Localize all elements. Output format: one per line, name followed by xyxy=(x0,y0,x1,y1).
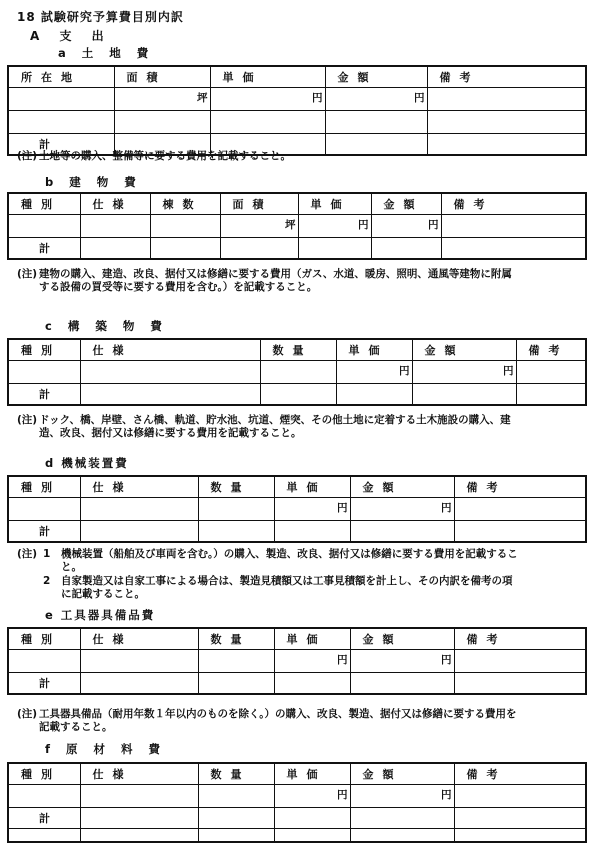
cell-area xyxy=(220,215,298,238)
header-location: 所在地 xyxy=(8,66,114,88)
section-d-title: d 機械装置費 xyxy=(45,456,129,470)
unit-yen: 円 xyxy=(503,365,514,377)
header-amount: 金額 xyxy=(325,66,427,88)
header-type: 種別 xyxy=(8,628,80,650)
total-label: 計 xyxy=(8,134,114,156)
header-spec: 仕様 xyxy=(80,193,150,215)
header-type: 種別 xyxy=(8,193,80,215)
header-spec: 仕様 xyxy=(80,628,198,650)
section-c-title: c 構 築 物 費 xyxy=(45,319,168,333)
cell-unit-price xyxy=(274,498,350,521)
unit-yen: 円 xyxy=(428,219,439,231)
cell-amount xyxy=(350,650,454,673)
cell-unit-price xyxy=(274,650,350,673)
total-label: 計 xyxy=(8,808,80,829)
total-label: 計 xyxy=(8,238,80,260)
materials-cost-table xyxy=(7,762,587,843)
header-unit-price: 単価 xyxy=(274,476,350,498)
header-area: 面積 xyxy=(220,193,298,215)
header-quantity: 数量 xyxy=(260,339,336,361)
header-remarks: 備考 xyxy=(454,763,586,785)
section-a-title: a 土 地 費 xyxy=(58,46,155,60)
header-amount: 金額 xyxy=(350,476,454,498)
header-quantity: 数量 xyxy=(198,476,274,498)
cell-blank xyxy=(8,88,114,111)
document-title: 18 試験研究予算費目別内訳 xyxy=(17,10,184,24)
header-amount: 金額 xyxy=(350,628,454,650)
section-b-title: b 建 物 費 xyxy=(45,175,142,189)
cell-amount xyxy=(350,498,454,521)
land-cost-table xyxy=(7,65,587,156)
cell-unit-price xyxy=(210,88,325,111)
unit-yen: 円 xyxy=(337,789,348,801)
structure-cost-table xyxy=(7,338,587,406)
header-remarks: 備考 xyxy=(427,66,586,88)
unit-yen: 円 xyxy=(358,219,369,231)
unit-yen: 円 xyxy=(312,92,323,104)
cell-unit-price xyxy=(336,361,412,384)
header-remarks: 備考 xyxy=(454,476,586,498)
header-type: 種別 xyxy=(8,339,80,361)
unit-yen: 円 xyxy=(337,654,348,666)
header-spec: 仕様 xyxy=(80,476,198,498)
unit-yen: 円 xyxy=(399,365,410,377)
cell-unit-price xyxy=(298,215,371,238)
total-label: 計 xyxy=(8,521,80,543)
section-e-note: (注) 工具器具備品（耐用年数１年以内のものを除く。）の購入、改良、製造、据付又は修繕に要する費用を 記載すること。 xyxy=(17,708,517,733)
header-count: 棟数 xyxy=(150,193,220,215)
unit-tsubo: 坪 xyxy=(285,219,296,231)
cell-blank xyxy=(427,88,586,111)
header-unit-price: 単価 xyxy=(274,763,350,785)
header-unit-price: 単価 xyxy=(210,66,325,88)
header-remarks: 備考 xyxy=(441,193,586,215)
unit-yen: 円 xyxy=(337,502,348,514)
unit-yen: 円 xyxy=(441,502,452,514)
section-d-note-1: (注) 1 機械装置（船舶及び車両を含む。）の購入、製造、改良、据付又は修繕に要する費用を記載するこ と。 xyxy=(17,548,518,573)
header-remarks: 備考 xyxy=(454,628,586,650)
header-spec: 仕様 xyxy=(80,763,198,785)
section-f-title: f 原 材 料 費 xyxy=(45,742,167,756)
section-e-title: e 工具器具備品費 xyxy=(45,608,156,622)
header-type: 種別 xyxy=(8,476,80,498)
section-b-note: (注) 建物の購入、建造、改良、据付又は修繕に要する費用（ガス、水道、暖房、照明、通風等建物に附属 する設備の買受等に要する費用を含む。）を記載すること。 xyxy=(17,268,512,293)
total-label: 計 xyxy=(8,384,80,406)
cell-area xyxy=(114,88,210,111)
header-amount: 金額 xyxy=(350,763,454,785)
part-a-title: A 支 出 xyxy=(30,29,112,43)
cell-amount xyxy=(350,785,454,808)
header-amount: 金額 xyxy=(371,193,441,215)
unit-tsubo: 坪 xyxy=(197,92,208,104)
cell-amount xyxy=(412,361,516,384)
cell-unit-price xyxy=(274,785,350,808)
section-a-note: (注) 土地等の購入、整備等に要する費用を記載すること。 xyxy=(17,150,291,162)
header-quantity: 数量 xyxy=(198,763,274,785)
header-spec: 仕様 xyxy=(80,339,260,361)
header-quantity: 数量 xyxy=(198,628,274,650)
cell-amount xyxy=(325,88,427,111)
header-unit-price: 単価 xyxy=(274,628,350,650)
tools-cost-table xyxy=(7,627,587,695)
section-c-note: (注) ドック、橋、岸壁、さん橋、軌道、貯水池、坑道、煙突、その他土地に定着する土木施設の購入、建 造、改良、据付又は修繕に要する費用を記載すること。 xyxy=(17,414,511,439)
section-d-note-2: 2 自家製造又は自家工事による場合は、製造見積額又は工事見積額を計上し、その内訳を備考の項 に記載すること。 xyxy=(43,575,513,600)
unit-yen: 円 xyxy=(441,654,452,666)
header-area: 面積 xyxy=(114,66,210,88)
total-label: 計 xyxy=(8,673,80,695)
building-cost-table xyxy=(7,192,587,260)
header-remarks: 備考 xyxy=(516,339,586,361)
cell-amount xyxy=(371,215,441,238)
header-unit-price: 単価 xyxy=(298,193,371,215)
machinery-cost-table xyxy=(7,475,587,543)
unit-yen: 円 xyxy=(414,92,425,104)
header-amount: 金額 xyxy=(412,339,516,361)
unit-yen: 円 xyxy=(441,789,452,801)
header-unit-price: 単価 xyxy=(336,339,412,361)
header-type: 種別 xyxy=(8,763,80,785)
